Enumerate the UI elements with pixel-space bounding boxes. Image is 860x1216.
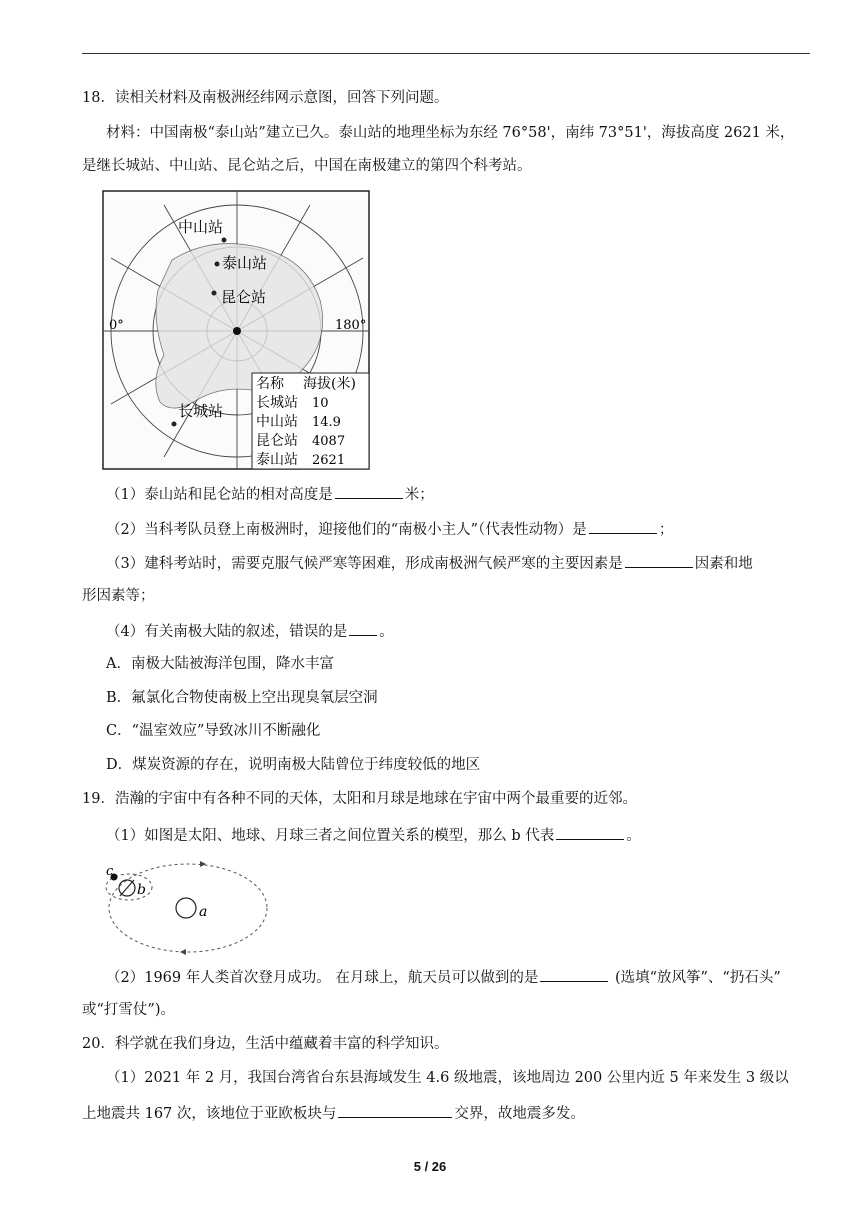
altitude-table-row-name: 长城站 (256, 395, 298, 411)
q20-title: 20．科学就在我们身边，生活中蕴藏着丰富的科学知识。 (82, 1036, 449, 1052)
q18-sub1-unit: 米； (404, 487, 434, 503)
q18-sub1-text: （1）泰山站和昆仑站的相对高度是 (106, 487, 333, 503)
q18-sub4 (106, 620, 836, 642)
answer-blank[interactable] (556, 824, 624, 840)
q19-sub1-text: （1）如图是太阳、地球、月球三者之间位置关系的模型，那么 b 代表 (106, 828, 555, 844)
q20-sub1: （1）2021 年 2 月，我国台湾省台东县海域发生 4.6 级地震，该地周边 200 公里内近 5 年来发生 3 级以 (106, 1070, 789, 1086)
q18-sub3-cont: 形因素等； (82, 588, 155, 604)
header-rule (82, 53, 810, 54)
q18-sub3-text: （3）建科考站时，需要克服气候严寒等困难，形成南极洲气候严寒的主要因素是 (106, 556, 623, 572)
answer-blank[interactable] (625, 552, 693, 568)
q19-sub1 (106, 824, 836, 846)
q18-material-line2: 是继长城站、中山站、昆仑站之后，中国在南极建立的第四个科考站。 (82, 158, 532, 174)
model-label-a: a (199, 904, 208, 920)
model-label-c: c (106, 864, 114, 879)
sun-earth-moon-model (100, 858, 270, 958)
q18-title: 18．读相关材料及南极洲经纬网示意图，回答下列问题。 (82, 90, 449, 106)
option-a: A．南极大陆被海洋包围，降水丰富 (106, 656, 334, 672)
q19-sub2-cont: 或“打雪仗”)。 (82, 1002, 175, 1018)
q19-sub2-choices: (选填“放风筝”、“扔石头” (614, 970, 781, 986)
option-b: B．氟氯化合物使南极上空出现臭氧层空洞 (106, 690, 378, 706)
map-label-zhongshan: 中山站 (178, 218, 224, 236)
q18-sub1 (106, 483, 836, 505)
option-d: D．煤炭资源的存在，说明南极大陆曾位于纬度较低的地区 (106, 757, 481, 773)
altitude-table-row-alt: 4087 (312, 434, 346, 449)
q18-sub3-text2: 因素和地 (694, 556, 753, 572)
altitude-table-row-alt: 2621 (312, 453, 346, 468)
map-label-changcheng: 长城站 (178, 402, 224, 420)
option-c: C．“温室效应”导致冰川不断融化 (106, 723, 321, 739)
antarctica-grid-map (102, 190, 372, 472)
q19-title: 19．浩瀚的宇宙中有各种不同的天体，太阳和月球是地球在宇宙中两个最重要的近邻。 (82, 791, 637, 807)
q20-sub1-cont (82, 1102, 812, 1124)
model-label-b: b (137, 882, 146, 898)
q18-sub4-end: 。 (379, 624, 394, 640)
map-label-kunlun: 昆仑站 (221, 288, 267, 306)
answer-blank[interactable] (589, 518, 657, 534)
q19-sub2 (106, 966, 836, 988)
q19-sub1-end: 。 (626, 828, 641, 844)
q20-sub1-text: 上地震共 167 次，该地位于亚欧板块与 (82, 1106, 337, 1122)
page-number: 5 / 26 (413, 1159, 447, 1174)
answer-blank[interactable] (335, 483, 403, 499)
altitude-table-header-name: 名称 (256, 376, 284, 392)
map-label-lon0: 0° (109, 318, 124, 333)
altitude-table-header-alt: 海拔(米) (303, 376, 356, 392)
map-label-lon180: 180° (335, 318, 367, 333)
q20-sub1-end: 交界，故地震多发。 (454, 1106, 585, 1122)
q18-sub3 (106, 552, 836, 574)
altitude-table-row-name: 泰山站 (256, 452, 298, 468)
q18-sub2-end: ； (658, 522, 674, 538)
q19-sub2-text: （2）1969 年人类首次登月成功。 在月球上，航天员可以做到的是 (106, 970, 539, 986)
answer-blank[interactable] (349, 620, 377, 636)
q18-sub2-text: （2）当科考队员登上南极洲时，迎接他们的“南极小主人”（代表性动物）是 (106, 522, 587, 538)
altitude-table-row-name: 昆仑站 (256, 433, 298, 449)
q18-sub2 (106, 518, 836, 540)
answer-blank[interactable] (338, 1102, 452, 1118)
map-label-taishan: 泰山站 (222, 254, 268, 272)
altitude-table-row-alt: 10 (312, 396, 329, 411)
q18-sub4-text: （4）有关南极大陆的叙述，错误的是 (106, 624, 348, 640)
altitude-table-row-name: 中山站 (256, 414, 298, 430)
q18-material-line1: 材料：中国南极“泰山站”建立已久。泰山站的地理坐标为东经 76°58'，南纬 73°51'，海拔高度 2621 米， (106, 125, 795, 141)
altitude-table-row-alt: 14.9 (312, 415, 341, 430)
answer-blank[interactable] (540, 966, 608, 982)
